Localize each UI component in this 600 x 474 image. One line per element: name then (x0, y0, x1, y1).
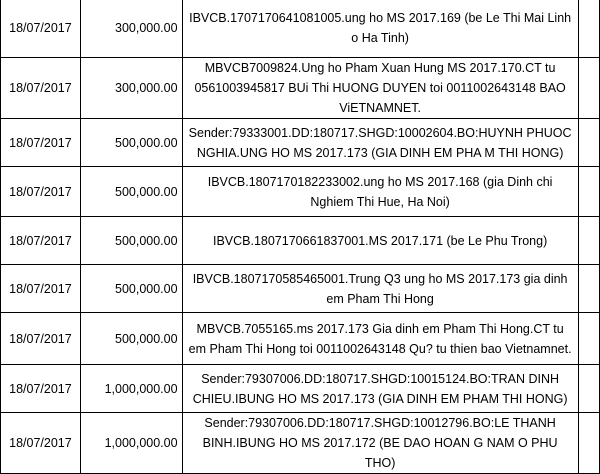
table-row (1, 58, 600, 119)
table-row (1, 217, 600, 265)
table-row (1, 265, 600, 313)
description-cell: IBVCB.1807170585465001.Trung Q3 ung ho MS 2017.173 gia dinh em Pham Thi Hong (182, 265, 578, 313)
date-cell: 18/07/2017 (1, 413, 81, 474)
edge-cell (578, 58, 599, 119)
edge-cell (578, 167, 599, 217)
edge-cell (578, 313, 599, 365)
edge-cell (578, 119, 599, 167)
description-cell: Sender:79307006.DD:180717.SHGD:10015124.BO:TRAN DINH CHIEU.IBUNG HO MS 2017.173 (GIA DINH EM PHAM THI HONG) (182, 365, 578, 413)
description-cell: MBVCB.7055165.ms 2017.173 Gia dinh em Pham Thi Hong.CT tu em Pham Thi Hong toi 0011002643148 Qu? tu thien bao Vietnamnet. (182, 313, 578, 365)
date-cell: 18/07/2017 (1, 217, 81, 265)
description-cell: IBVCB.1807170182233002.ung ho MS 2017.168 (gia Dinh chi Nghiem Thi Hue, Ha Noi) (182, 167, 578, 217)
date-cell: 18/07/2017 (1, 265, 81, 313)
date-cell: 18/07/2017 (1, 365, 81, 413)
edge-cell (578, 365, 599, 413)
date-cell: 18/07/2017 (1, 167, 81, 217)
description-cell: IBVCB.1707170641081005.ung ho MS 2017.169 (be Le Thi Mai Linh o Ha Tinh) (182, 0, 578, 58)
table-row (1, 313, 600, 365)
date-cell: 18/07/2017 (1, 119, 81, 167)
table-row (1, 167, 600, 217)
amount-cell: 500,000.00 (80, 265, 182, 313)
amount-cell: 500,000.00 (80, 217, 182, 265)
amount-cell: 500,000.00 (80, 119, 182, 167)
table-row (1, 413, 600, 474)
amount-cell: 300,000.00 (80, 0, 182, 58)
date-cell: 18/07/2017 (1, 313, 81, 365)
table-row (1, 365, 600, 413)
amount-cell: 500,000.00 (80, 167, 182, 217)
edge-cell (578, 0, 599, 58)
description-cell: MBVCB7009824.Ung ho Pham Xuan Hung MS 2017.170.CT tu 0561003945817 BUi Thi HUONG DUYEN toi 0011002643148 BAO ViETNAMNET. (182, 58, 578, 119)
amount-cell: 500,000.00 (80, 313, 182, 365)
amount-cell: 300,000.00 (80, 58, 182, 119)
amount-cell: 1,000,000.00 (80, 365, 182, 413)
description-cell: Sender:79307006.DD:180717.SHGD:10012796.BO:LE THANH BINH.IBUNG HO MS 2017.172 (BE DAO HOAN G NAM O PHU THO) (182, 413, 578, 474)
description-cell: Sender:79333001.DD:180717.SHGD:10002604.BO:HUYNH PHUOC NGHIA.UNG HO MS 2017.173 (GIA DINH EM PHA M THI HONG) (182, 119, 578, 167)
edge-cell (578, 265, 599, 313)
edge-cell (578, 217, 599, 265)
edge-cell (578, 413, 599, 474)
amount-cell: 1,000,000.00 (80, 413, 182, 474)
table-row (1, 0, 600, 58)
description-cell: IBVCB.1807170661837001.MS 2017.171 (be Le Phu Trong) (182, 217, 578, 265)
date-cell: 18/07/2017 (1, 0, 81, 58)
table-row (1, 119, 600, 167)
date-cell: 18/07/2017 (1, 58, 81, 119)
